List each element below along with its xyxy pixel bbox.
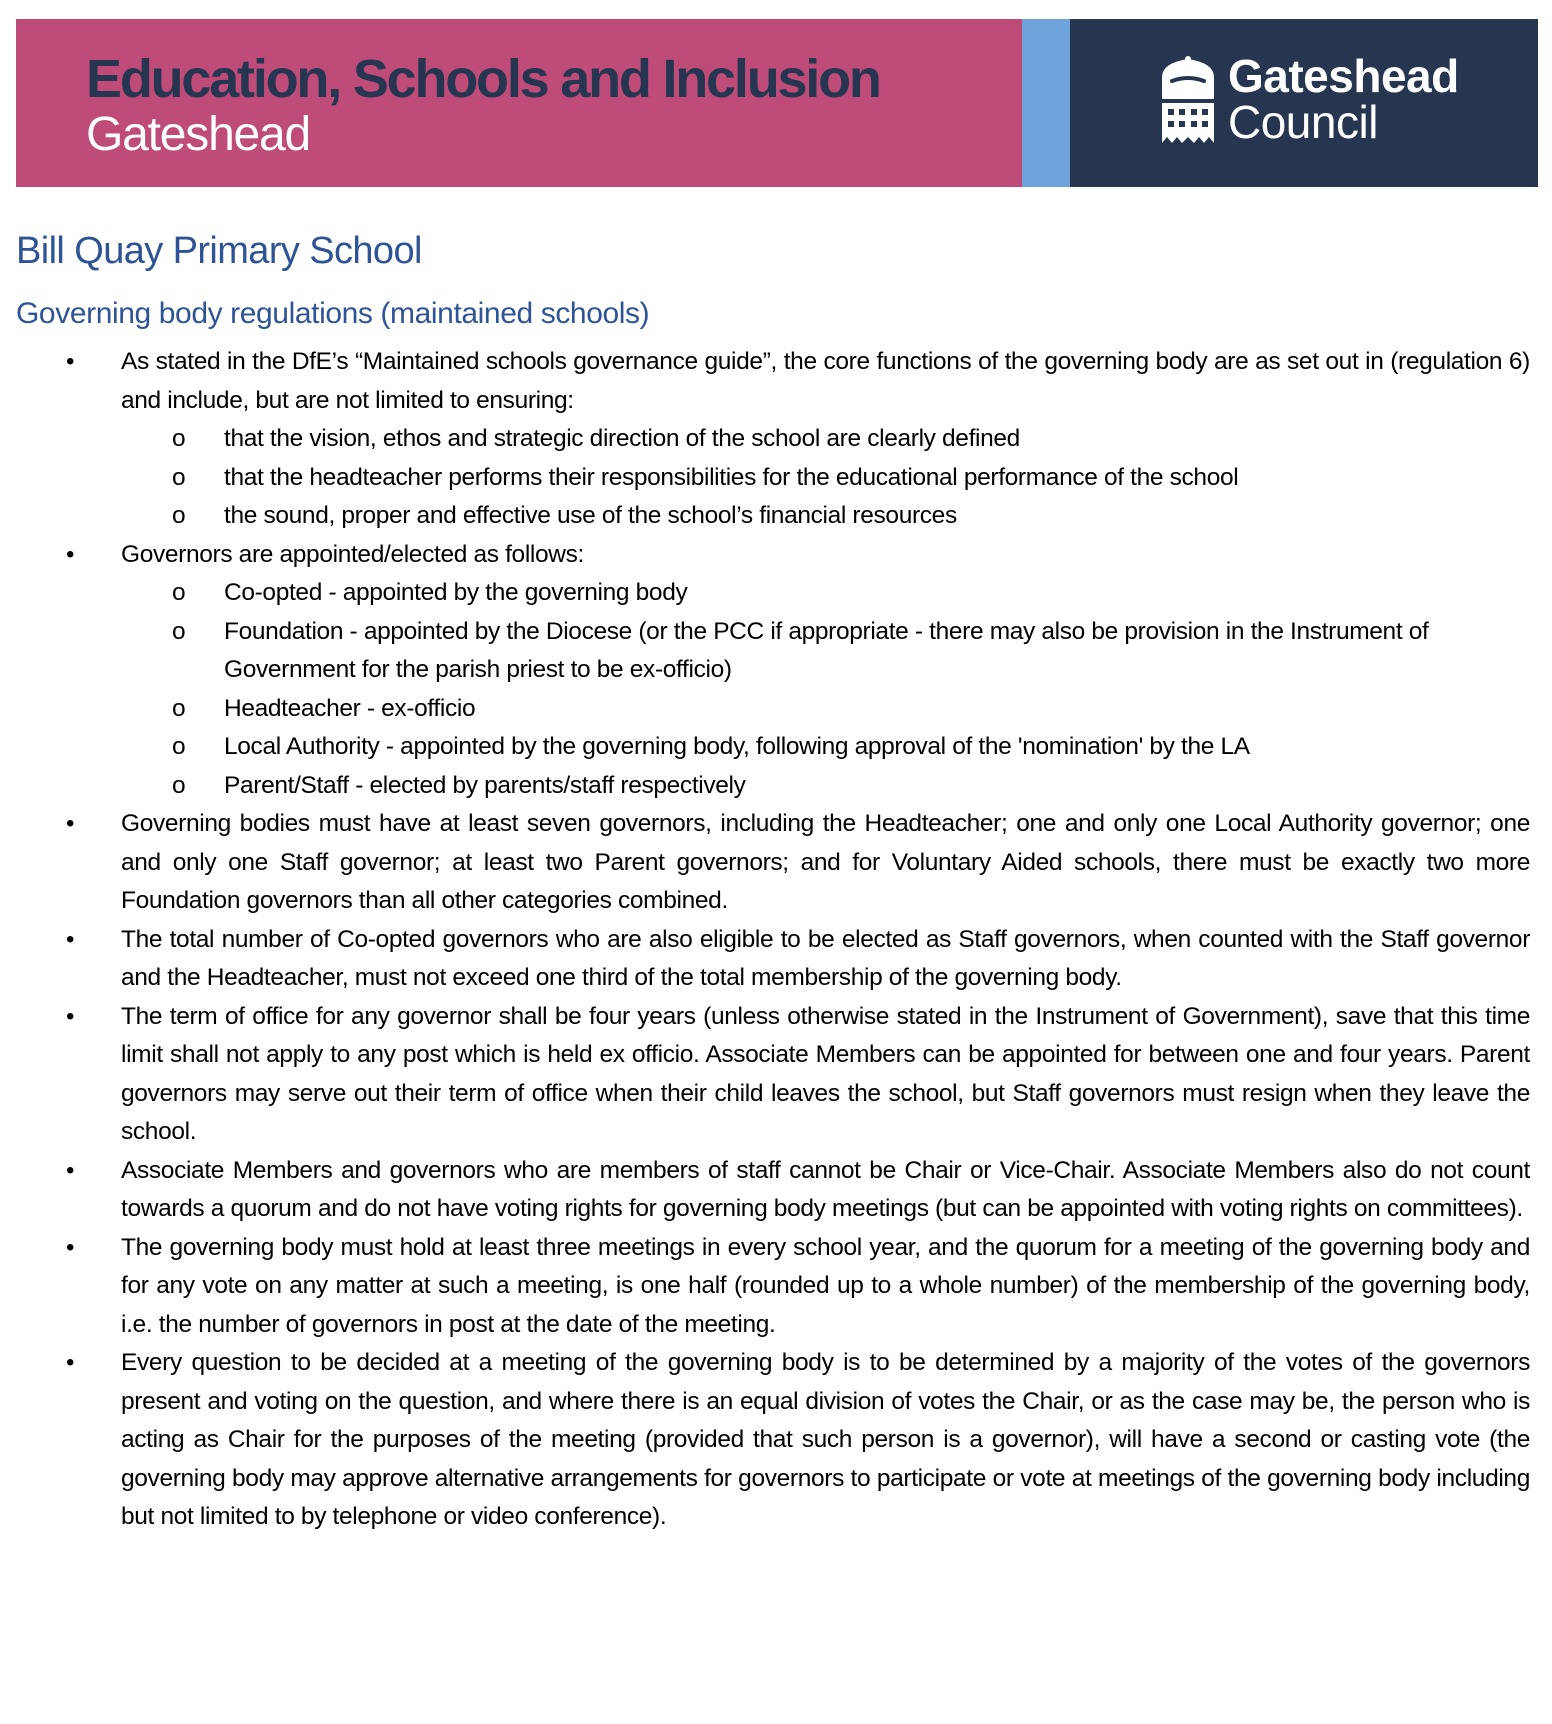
sub-item-text: Local Authority - appointed by the governing body, following approval of the 'nomination' by the LA [224,733,1250,760]
banner-title: Education, Schools and Inclusion [86,49,880,109]
regulations-content [0,343,1530,1537]
bullet-icon: • [66,925,75,953]
list-item [0,805,1530,921]
logo-line-1: Gateshead [1228,50,1459,102]
sub-bullet-icon: o [172,617,186,645]
sub-bullet-icon: o [172,733,186,760]
banner-subtitle: Gateshead [86,108,311,161]
item-text: The total number of Co-opted governors who are also eligible to be elected as Staff governors, when counted with the Staff governor and the Headteacher, must not exceed one third of the total membership of the governing body. [121,925,1530,991]
item-text: Governors are appointed/elected as follows: [121,540,584,568]
bullet-icon: • [66,1233,75,1261]
gateshead-civic-centre-icon [1158,55,1218,145]
council-logo-panel [1070,19,1538,187]
list-item [0,536,1530,806]
item-text: Associate Members and governors who are members of staff cannot be Chair or Vice-Chair. Associate Members also do not count towards a quorum and do not have voting rights for governing body meetings (but can be appointed with voting rights on committees). [121,1156,1530,1222]
list-item [0,1152,1530,1229]
council-logo-text [1228,50,1459,148]
sub-list-item [0,459,1530,498]
sub-bullet-icon: o [172,579,186,606]
sub-list-item [0,497,1530,536]
list-item [0,998,1530,1152]
bullet-icon: • [66,810,75,837]
bullet-icon: • [66,1156,75,1184]
sub-list [0,420,1530,536]
sub-list [0,574,1530,805]
bullet-icon: • [66,348,75,375]
regulations-list [0,343,1530,1537]
sub-item-text: that the vision, ethos and strategic direction of the school are clearly defined [224,425,1020,452]
school-name-heading: Bill Quay Primary School [16,230,422,272]
sub-bullet-icon: o [172,694,186,722]
item-text: Every question to be decided at a meeting of the governing body is to be determined by a majority of the votes of the governors present and voting on the question, and where there is an equal division of votes the Chair, or as the case may be, the person who is acting as Chair for the purposes of the meeting (provided that such person is a governor), will have a second or casting vote (the governing body may approve alternative arrangements for governors to participate or vote at meetings of the governing body including but not limited to by telephone or video conference). [121,1349,1530,1530]
list-item [0,343,1530,536]
sub-bullet-icon: o [172,425,186,452]
sub-item-text: Parent/Staff - elected by parents/staff respectively [224,771,746,799]
bullet-icon: • [66,1002,75,1030]
item-text: As stated in the DfE’s “Maintained schools governance guide”, the core functions of the governing body are as set out in (regulation 6) and include, but are not limited to ensuring: [121,348,1530,414]
sub-item-text: that the headteacher performs their responsibilities for the educational performance of the school [224,463,1239,491]
header-banner [16,19,1538,187]
banner-pink-panel [16,19,1022,187]
list-item [0,921,1530,998]
sub-list-item [0,728,1530,767]
sub-list-item [0,767,1530,806]
item-text: The term of office for any governor shall be four years (unless otherwise stated in the Instrument of Government), save that this time limit shall not apply to any post which is held ex officio. Associate Members can be appointed for between one and four years. Parent governors may serve out their term of office when their child leaves the school, but Staff governors must resign when they leave the school. [121,1002,1530,1145]
sub-bullet-icon: o [172,771,186,799]
list-item [0,1344,1530,1537]
sub-list-item [0,420,1530,459]
sub-bullet-icon: o [172,463,186,491]
logo-line-2: Council [1228,96,1378,148]
sub-list-item [0,690,1530,729]
list-item [0,1229,1530,1345]
sub-list-item [0,574,1530,613]
section-heading: Governing body regulations (maintained schools) [16,297,650,330]
item-text: Governing bodies must have at least seven governors, including the Headteacher; one and only one Local Authority governor; one and only one Staff governor; at least two Parent governors; and for Voluntary Aided schools, there must be exactly two more Foundation governors than all other categories combined. [121,810,1530,914]
sub-item-text: Foundation - appointed by the Diocese (or the PCC if appropriate - there may also be provision in the Instrument of Government for the parish priest to be ex-officio) [224,617,1429,683]
sub-bullet-icon: o [172,502,186,529]
bullet-icon: • [66,540,75,568]
sub-item-text: Co-opted - appointed by the governing body [224,579,688,606]
sub-item-text: Headteacher - ex-officio [224,694,476,722]
sub-list-item [0,613,1530,690]
item-text: The governing body must hold at least three meetings in every school year, and the quorum for a meeting of the governing body and for any vote on any matter at such a meeting, is one half (rounded up to a whole number) of the membership of the governing body, i.e. the number of governors in post at the date of the meeting. [121,1233,1530,1338]
banner-divider-stripe [1022,19,1070,187]
sub-item-text: the sound, proper and effective use of the school’s financial resources [224,502,957,529]
bullet-icon: • [66,1349,75,1376]
